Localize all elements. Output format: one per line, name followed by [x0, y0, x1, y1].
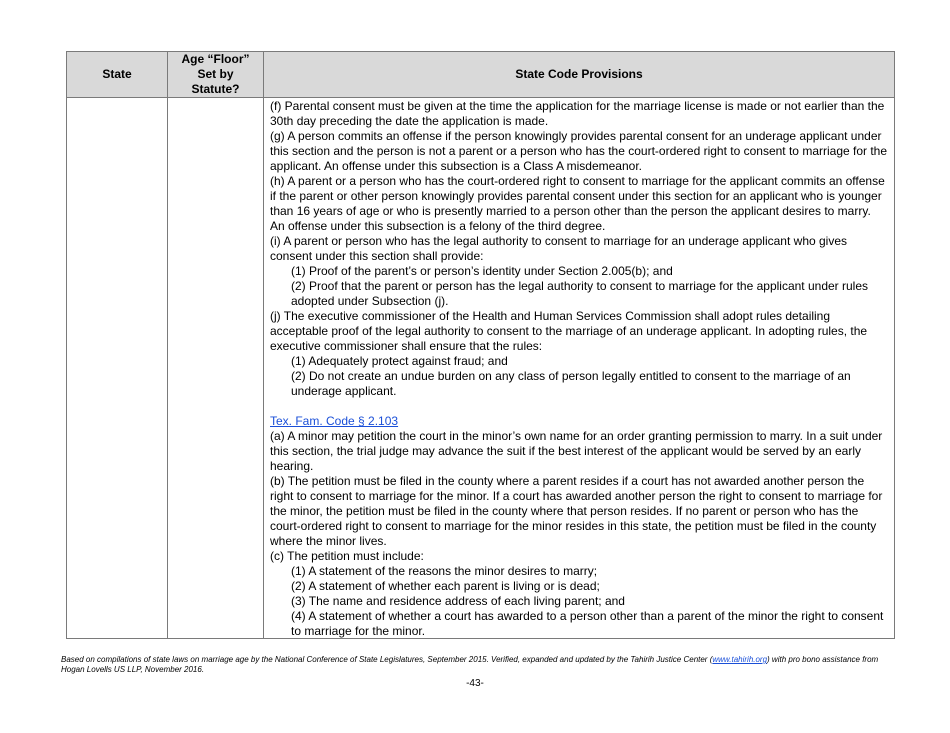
provision-i-1: (1) Proof of the parent’s or person’s identity under Section 2.005(b); and — [291, 264, 673, 278]
provision-i: (i) A parent or person who has the legal authority to consent to marriage for an underage applicant who gives consent under this section shall provide: — [270, 234, 848, 263]
header-age-floor-line2: Set by — [197, 67, 234, 81]
provision-f: (f) Parental consent must be given at the time the application for the marriage license is made or not earlier than the 30th day preceding the date the application is made. — [270, 99, 885, 128]
provision-c-1: (1) A statement of the reasons the minor desires to marry; — [291, 564, 598, 578]
provision-i-2: (2) Proof that the parent or person has the legal authority to consent to marriage for the applicant under rules adopted under Subsection (j). — [291, 279, 869, 308]
header-state: State — [67, 52, 168, 98]
page-number: -43- — [466, 678, 484, 689]
provision-c-3: (3) The name and residence address of each living parent; and — [291, 594, 625, 608]
statute-link-line — [270, 414, 888, 429]
cell-age-floor — [168, 98, 264, 639]
section-spacer — [270, 399, 888, 414]
provision-b: (b) The petition must be filed in the county where a parent resides if a court has not awarded another person the right to consent to marriage for the minor. If a court has awarded another person the right to consent to marriage for the minor, the petition must be filed in the county where that person resides. If no parent or person who has the court-ordered right to consent to marriage for the minor resides in this state, the petition must be filed in the county where the minor lives. — [270, 474, 883, 548]
header-age-floor — [168, 52, 264, 98]
footnote-text-after: ) with pro bono assistance from Hogan Lovells US LLP, November 2016. — [61, 655, 879, 674]
provision-g: (g) A person commits an offense if the person knowingly provides parental consent for an underage applicant under this section and the person is not a parent or a person who has the court-ordered right to consent to marriage for the applicant. An offense under this subsection is a Class A misdemeanor. — [270, 129, 888, 173]
footnote-text-before: Based on compilations of state laws on marriage age by the National Conference of State Legislatures, September 2015. Verified, expanded and updated by the Tahirih Justice Center ( — [61, 655, 713, 664]
provision-j: (j) The executive commissioner of the Health and Human Services Commission shall adopt rules detailing acceptable proof of the legal authority to consent to the marriage of an underage applicant. In adopting rules, the executive commissioner shall ensure that the rules: — [270, 309, 868, 353]
header-age-floor-line1: Age “Floor” — [181, 52, 250, 66]
header-age-floor-line3: Statute? — [191, 82, 240, 96]
provision-j-2: (2) Do not create an undue burden on any class of person legally entitled to consent to the marriage of an underage applicant. — [291, 369, 851, 398]
provision-c-4: (4) A statement of whether a court has awarded to a person other than a parent of the minor the right to consent to marriage for the minor. — [291, 609, 884, 638]
footnote-link[interactable]: www.tahirih.org — [712, 655, 768, 664]
provision-c-2: (2) A statement of whether each parent is living or is dead; — [291, 579, 600, 593]
table-row — [67, 98, 895, 639]
statute-link[interactable]: Tex. Fam. Code § 2.103 — [270, 414, 399, 428]
header-provisions: State Code Provisions — [264, 52, 895, 98]
cell-provisions — [264, 98, 895, 639]
provision-c: (c) The petition must include: — [270, 549, 424, 563]
provision-h: (h) A parent or a person who has the court-ordered right to consent to marriage for the applicant commits an offense if the parent or other person knowingly provides parental consent under this section for an applicant who is younger than 16 years of age or who is presently married to a person other than the person the applicant desires to marry. An offense under this subsection is a felony of the third degree. — [270, 174, 885, 233]
provision-j-1: (1) Adequately protect against fraud; and — [291, 354, 508, 368]
footnote — [61, 655, 891, 675]
cell-state — [67, 98, 168, 639]
state-code-table — [66, 51, 895, 639]
provisions-text — [264, 98, 894, 638]
provision-a: (a) A minor may petition the court in the minor’s own name for an order granting permission to marry. In a suit under this section, the trial judge may advance the suit if the best interest of the applicant would be served by an early hearing. — [270, 429, 883, 473]
table-header-row — [67, 52, 895, 98]
